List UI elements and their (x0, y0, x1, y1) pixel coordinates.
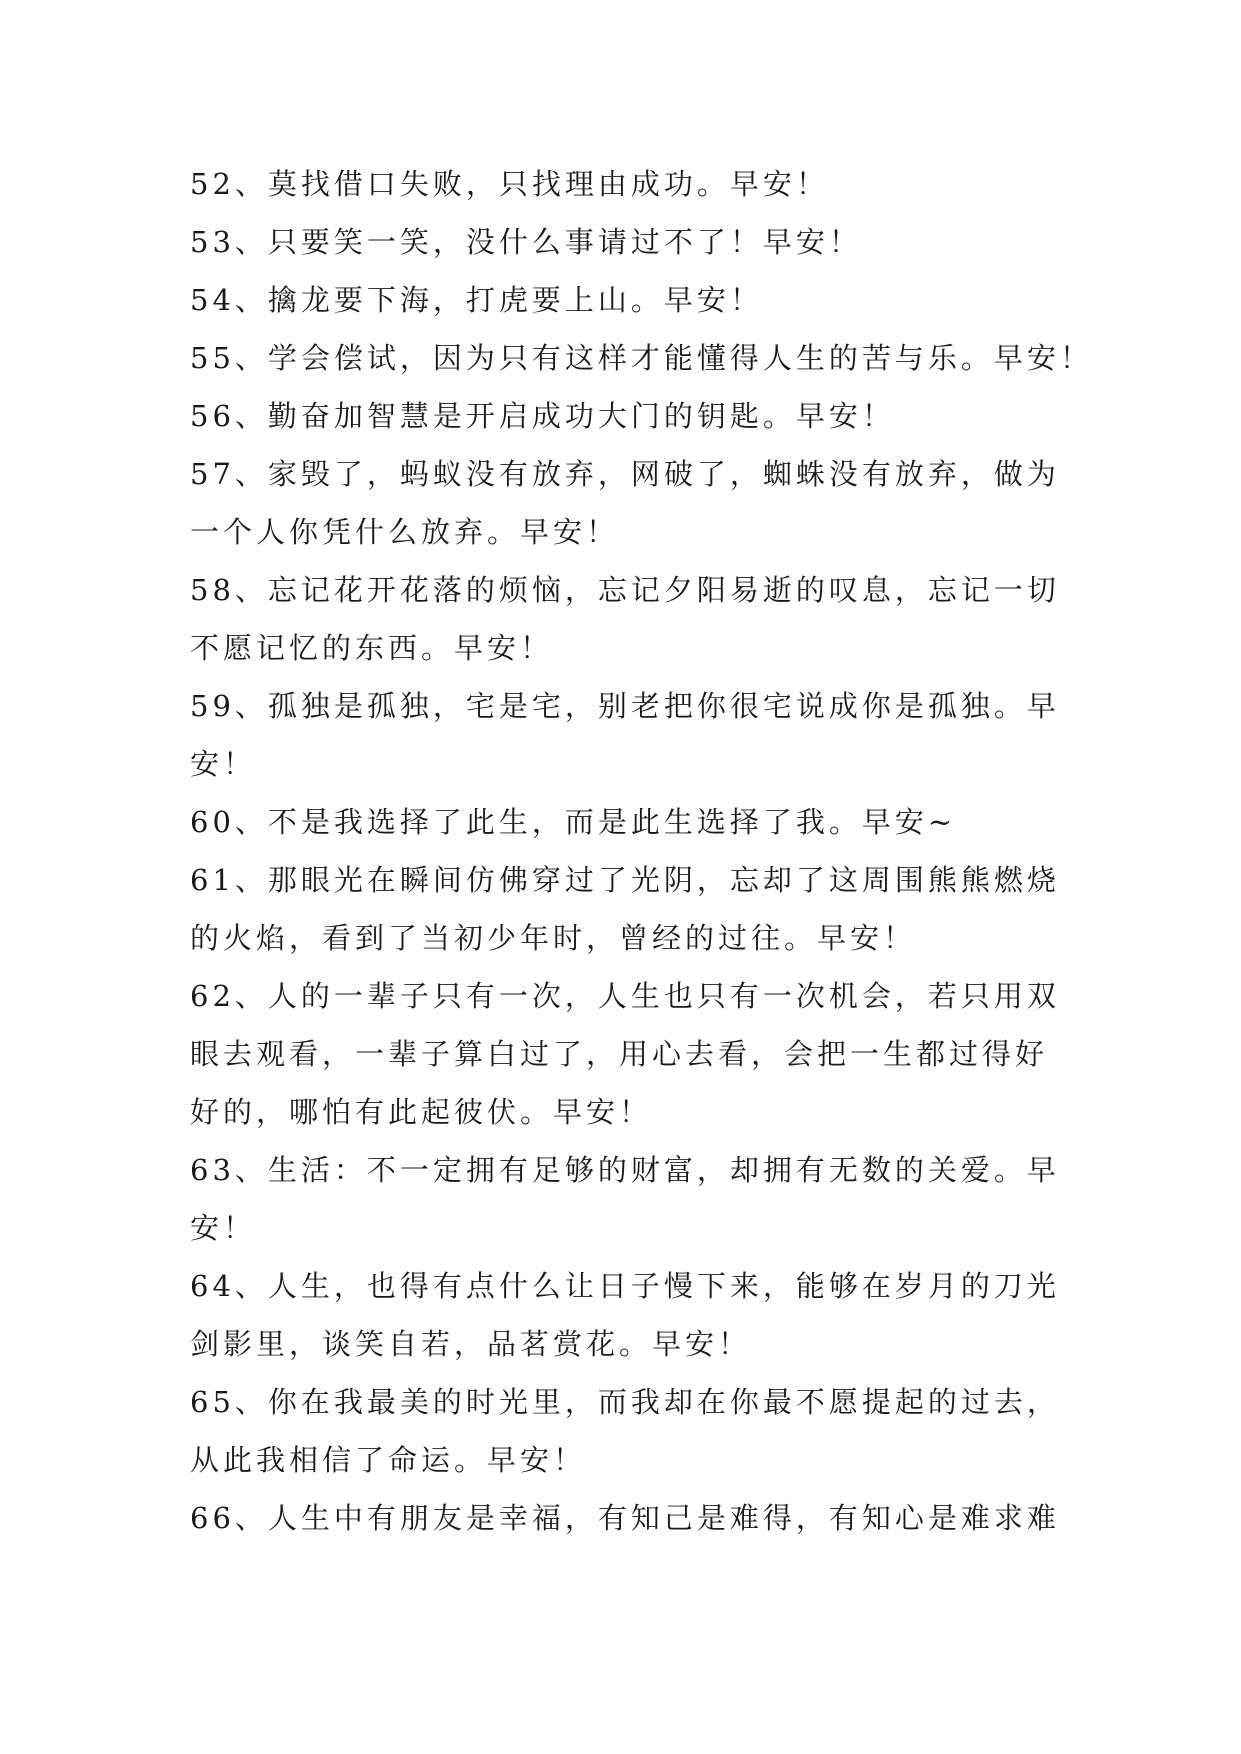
text-line: 63、生活：不一定拥有足够的财富，却拥有无数的关爱。早 (190, 1153, 1060, 1187)
text-line: 安！ (190, 1211, 257, 1245)
text-line: 55、学会偿试，因为只有这样才能懂得人生的苦与乐。早安！ (190, 341, 1093, 375)
text-line: 60、不是我选择了此生，而是此生选择了我。早安~ (190, 805, 957, 839)
text-line: 62、人的一辈子只有一次，人生也只有一次机会，若只用双 (190, 979, 1060, 1013)
document-body (190, 155, 1093, 1547)
text-line: 52、莫找借口失败，只找理由成功。早安！ (190, 167, 829, 201)
text-line: 一个人你凭什么放弃。早安！ (190, 515, 620, 549)
text-line: 61、那眼光在瞬间仿佛穿过了光阴，忘却了这周围熊熊燃烧 (190, 863, 1060, 897)
text-line: 54、擒龙要下海，打虎要上山。早安！ (190, 283, 763, 317)
text-line: 安！ (190, 747, 257, 781)
text-line: 眼去观看，一辈子算白过了，用心去看，会把一生都过得好 (190, 1037, 1049, 1071)
text-line: 57、家毁了，蚂蚁没有放弃，网破了，蜘蛛没有放弃，做为 (190, 457, 1060, 491)
text-line: 58、忘记花开花落的烦恼，忘记夕阳易逝的叹息，忘记一切 (190, 573, 1060, 607)
text-line: 65、你在我最美的时光里，而我却在你最不愿提起的过去， (190, 1385, 1060, 1419)
text-line: 的火焰，看到了当初少年时，曾经的过往。早安！ (190, 921, 917, 955)
text-line: 剑影里，谈笑自若，品茗赏花。早安！ (190, 1327, 752, 1361)
text-line: 64、人生，也得有点什么让日子慢下来，能够在岁月的刀光 (190, 1269, 1060, 1303)
text-line: 59、孤独是孤独，宅是宅，别老把你很宅说成你是孤独。早 (190, 689, 1060, 723)
text-line: 53、只要笑一笑，没什么事请过不了！早安！ (190, 225, 862, 259)
text-line: 66、人生中有朋友是幸福，有知己是难得，有知心是难求难 (190, 1501, 1060, 1535)
text-line: 好的，哪怕有此起彼伏。早安！ (190, 1095, 653, 1129)
text-line: 56、勤奋加智慧是开启成功大门的钥匙。早安！ (190, 399, 895, 433)
text-line: 从此我相信了命运。早安！ (190, 1443, 587, 1477)
text-line: 不愿记忆的东西。早安！ (190, 631, 554, 665)
